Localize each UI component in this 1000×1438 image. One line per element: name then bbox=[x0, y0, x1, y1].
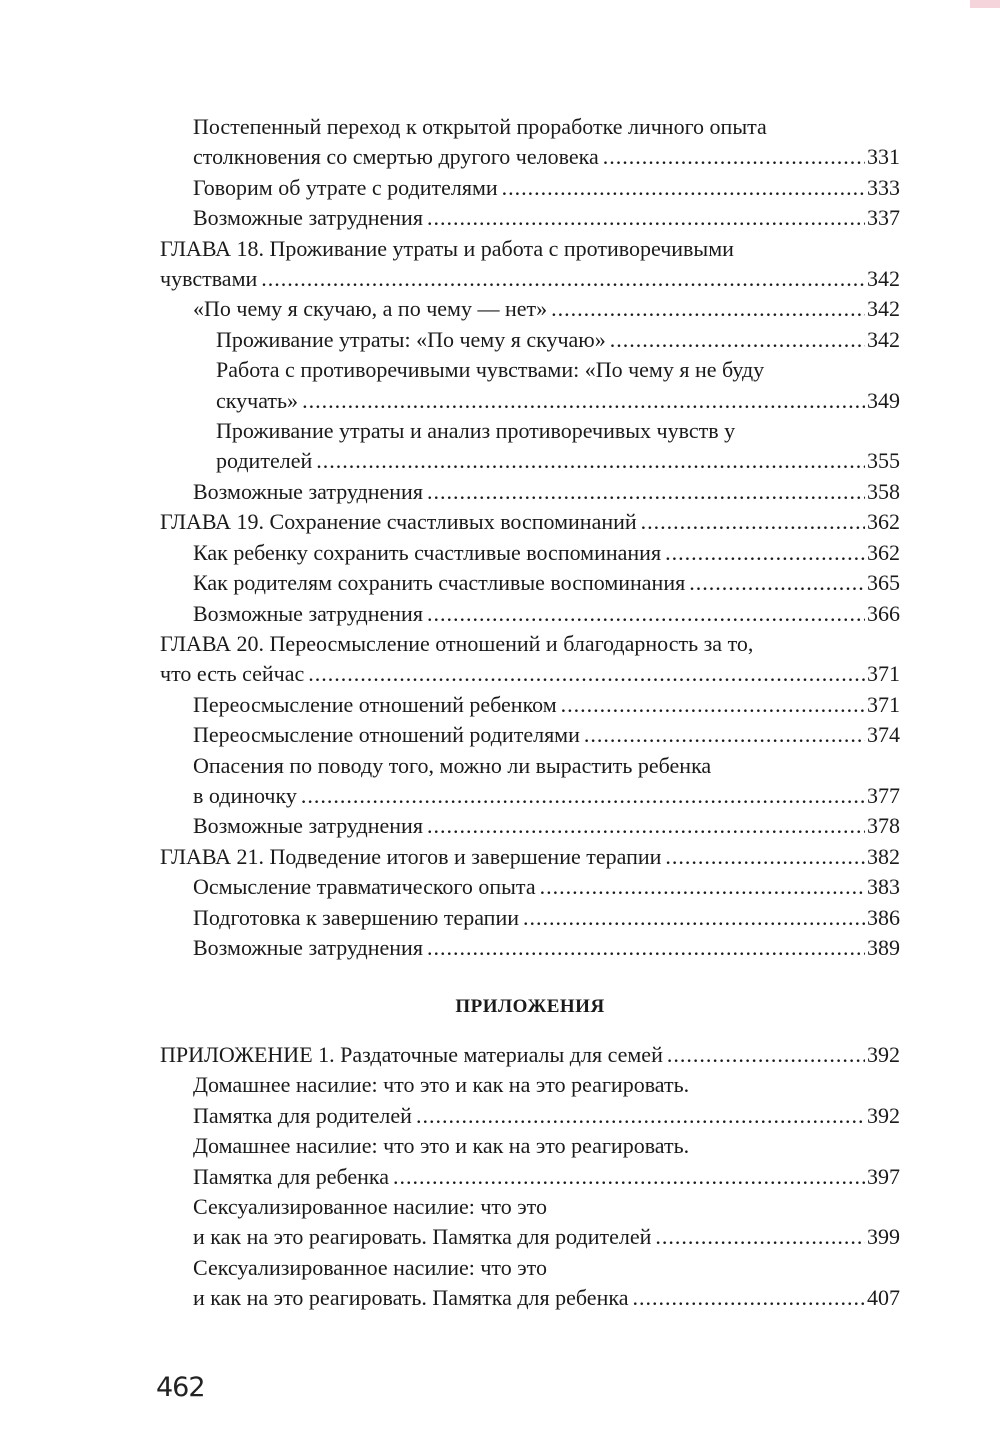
toc-entry-title-line: Проживание утраты и анализ противоречивых чувств у bbox=[216, 418, 736, 444]
toc-entry-title-line: Переосмысление отношений ребенком bbox=[193, 691, 557, 717]
toc-section-entry bbox=[160, 720, 900, 750]
toc-page-number: 392 bbox=[867, 1042, 900, 1067]
table-of-contents-appendices bbox=[160, 1040, 900, 1314]
dot-leader bbox=[416, 1101, 865, 1131]
toc-page-number: 355 bbox=[867, 448, 900, 474]
toc-entry-title-line: Как ребенку сохранить счастливые воспоминания bbox=[193, 539, 662, 565]
toc-entry-title-line: Возможные затруднения bbox=[193, 934, 423, 960]
toc-page-number: 382 bbox=[867, 843, 900, 869]
dot-leader bbox=[523, 903, 865, 933]
toc-entry-last-line bbox=[193, 477, 900, 507]
toc-entry-title-line: Сексуализированное насилие: что это bbox=[193, 1254, 548, 1280]
toc-entry-last-line bbox=[193, 933, 900, 963]
toc-page-number: 342 bbox=[867, 326, 900, 352]
toc-entry-title-line: Говорим об утрате с родителями bbox=[193, 174, 498, 200]
page-edge-mark bbox=[970, 0, 1000, 8]
toc-entry-title-line: скучать» bbox=[216, 387, 299, 413]
toc-section-entry bbox=[160, 1192, 900, 1253]
toc-section-entry bbox=[160, 538, 900, 568]
toc-section-entry bbox=[160, 1131, 900, 1192]
toc-page-number: 389 bbox=[867, 934, 900, 960]
toc-section-entry bbox=[160, 1070, 900, 1131]
toc-entry-title-line: Проживание утраты: «По чему я скучаю» bbox=[216, 326, 606, 352]
toc-entry-title-line: Памятка для ребенка bbox=[193, 1163, 390, 1189]
toc-entry-last-line bbox=[216, 446, 900, 476]
toc-section-entry bbox=[160, 112, 900, 173]
dot-leader bbox=[665, 538, 865, 568]
toc-entry-title-line: и как на это реагировать. Памятка для родителей bbox=[193, 1224, 652, 1250]
toc-entry-last-line bbox=[160, 659, 900, 689]
toc-entry-title-line: Возможные затруднения bbox=[193, 478, 423, 504]
toc-page-number: 362 bbox=[867, 539, 900, 565]
toc-entry-last-line bbox=[193, 690, 900, 720]
toc-entry-title-line: Работа с противоречивыми чувствами: «По чему я не буду bbox=[216, 357, 765, 383]
toc-page-number: 342 bbox=[867, 266, 900, 292]
dot-leader bbox=[667, 1040, 865, 1070]
toc-entry-last-line bbox=[193, 1162, 900, 1192]
toc-page-number: 399 bbox=[867, 1224, 900, 1250]
toc-section-entry bbox=[160, 568, 900, 598]
toc-chapter-entry bbox=[160, 507, 900, 537]
toc-page-number: 342 bbox=[867, 296, 900, 322]
toc-page-number: 383 bbox=[867, 874, 900, 900]
toc-entry-last-line bbox=[193, 1101, 900, 1131]
toc-entry-title-line: Как родителям сохранить счастливые воспоминания bbox=[193, 570, 686, 596]
toc-page-number: 371 bbox=[867, 661, 900, 687]
toc-entry-title-line: ПРИЛОЖЕНИЕ 1. Раздаточные материалы для семей bbox=[160, 1042, 663, 1067]
dot-leader bbox=[632, 1283, 865, 1313]
toc-section-entry bbox=[160, 1253, 900, 1314]
toc-entry-title-line: Переосмысление отношений родителями bbox=[193, 722, 580, 748]
dot-leader bbox=[603, 142, 865, 172]
toc-entry-title-line: и как на это реагировать. Памятка для ребенка bbox=[193, 1285, 629, 1311]
toc-section-entry bbox=[160, 477, 900, 507]
dot-leader bbox=[301, 781, 865, 811]
toc-entry-last-line bbox=[193, 599, 900, 629]
dot-leader bbox=[427, 811, 865, 841]
dot-leader bbox=[427, 933, 865, 963]
toc-entry-last-line bbox=[193, 203, 900, 233]
toc-page-number: 362 bbox=[867, 509, 900, 535]
toc-entry-title-line: чувствами bbox=[160, 266, 258, 292]
toc-section-entry bbox=[160, 203, 900, 233]
toc-page-number: 358 bbox=[867, 478, 900, 504]
toc-entry-title-line: ГЛАВА 18. Проживание утраты и работа с противоречивыми bbox=[160, 235, 734, 261]
toc-section-entry bbox=[160, 416, 900, 477]
toc-section-entry bbox=[160, 933, 900, 963]
toc-entry-title-line: Возможные затруднения bbox=[193, 205, 423, 231]
toc-entry-title-line: родителей bbox=[216, 448, 313, 474]
toc-page-number: 392 bbox=[867, 1102, 900, 1128]
toc-entry-title-line: ГЛАВА 19. Сохранение счастливых воспоминаний bbox=[160, 509, 637, 535]
toc-entry-title-line: Возможные затруднения bbox=[193, 813, 423, 839]
dot-leader bbox=[561, 690, 865, 720]
dot-leader bbox=[316, 446, 865, 476]
dot-leader bbox=[641, 507, 865, 537]
toc-entry-last-line bbox=[193, 1283, 900, 1313]
dot-leader bbox=[540, 872, 865, 902]
toc-page-number: 349 bbox=[867, 387, 900, 413]
toc-entry-last-line bbox=[193, 538, 900, 568]
toc-page-number: 366 bbox=[867, 600, 900, 626]
dot-leader bbox=[610, 325, 865, 355]
toc-entry-title-line: Постепенный переход к открытой проработке личного опыта bbox=[193, 114, 767, 139]
toc-entry-title-line: «По чему я скучаю, а по чему — нет» bbox=[193, 296, 548, 322]
dot-leader bbox=[655, 1222, 865, 1252]
toc-section-entry bbox=[160, 355, 900, 416]
dot-leader bbox=[502, 173, 865, 203]
toc-page-number: 331 bbox=[867, 144, 900, 170]
dot-leader bbox=[427, 477, 865, 507]
toc-entry-title-line: ГЛАВА 20. Переосмысление отношений и благодарность за то, bbox=[160, 630, 754, 656]
toc-chapter-entry bbox=[160, 842, 900, 872]
toc-page-number: 407 bbox=[867, 1285, 900, 1311]
toc-entry-title-line: в одиночку bbox=[193, 782, 297, 808]
toc-page-number: 397 bbox=[867, 1163, 900, 1189]
toc-entry-title-line: Памятка для родителей bbox=[193, 1102, 412, 1128]
toc-section-entry bbox=[160, 751, 900, 812]
toc-section-entry bbox=[160, 690, 900, 720]
toc-page-number: 386 bbox=[867, 904, 900, 930]
toc-entry-last-line bbox=[193, 811, 900, 841]
toc-entry-title-line: Опасения по поводу того, можно ли вырастить ребенка bbox=[193, 752, 712, 778]
toc-section-entry bbox=[160, 173, 900, 203]
toc-entry-last-line bbox=[160, 507, 900, 537]
toc-entry-title-line: Домашнее насилие: что это и как на это реагировать. bbox=[193, 1072, 690, 1098]
dot-leader bbox=[393, 1162, 865, 1192]
toc-page-number: 333 bbox=[867, 174, 900, 200]
toc-page-number: 337 bbox=[867, 205, 900, 231]
toc-page-number: 371 bbox=[867, 691, 900, 717]
toc-entry-title-line: Сексуализированное насилие: что это bbox=[193, 1194, 548, 1220]
dot-leader bbox=[427, 203, 865, 233]
toc-section-entry bbox=[160, 294, 900, 324]
dot-leader bbox=[689, 568, 865, 598]
toc-section-entry bbox=[160, 872, 900, 902]
toc-entry-last-line bbox=[193, 173, 900, 203]
toc-chapter-entry bbox=[160, 629, 900, 690]
toc-section-entry bbox=[160, 599, 900, 629]
toc-entry-title-line: Возможные затруднения bbox=[193, 600, 423, 626]
toc-section-entry bbox=[160, 325, 900, 355]
dot-leader bbox=[665, 842, 865, 872]
toc-entry-last-line bbox=[193, 720, 900, 750]
toc-entry-last-line bbox=[193, 781, 900, 811]
toc-entry-last-line bbox=[160, 264, 900, 294]
toc-entry-title-line: Подготовка к завершению терапии bbox=[193, 904, 519, 930]
toc-entry-last-line bbox=[160, 1040, 900, 1070]
toc-entry-last-line bbox=[216, 325, 900, 355]
toc-entry-title-line: Домашнее насилие: что это и как на это реагировать. bbox=[193, 1133, 690, 1159]
toc-entry-title-line: что есть сейчас bbox=[160, 661, 305, 687]
toc-page-number: 365 bbox=[867, 570, 900, 596]
appendices-heading: ПРИЛОЖЕНИЯ bbox=[455, 996, 605, 1017]
toc-entry-last-line bbox=[193, 903, 900, 933]
toc-chapter-entry bbox=[160, 234, 900, 295]
toc-entry-last-line bbox=[193, 294, 900, 324]
toc-chapter-entry bbox=[160, 1040, 900, 1070]
dot-leader bbox=[261, 264, 865, 294]
toc-section-entry bbox=[160, 903, 900, 933]
toc-entry-title-line: ГЛАВА 21. Подведение итогов и завершение терапии bbox=[160, 843, 662, 869]
dot-leader bbox=[427, 599, 865, 629]
toc-page-number: 377 bbox=[867, 782, 900, 808]
toc-entry-last-line bbox=[193, 568, 900, 598]
toc-section-entry bbox=[160, 811, 900, 841]
toc-entry-last-line bbox=[193, 1222, 900, 1252]
toc-entry-last-line bbox=[216, 386, 900, 416]
toc-entry-last-line bbox=[193, 142, 900, 172]
table-of-contents-continued bbox=[160, 112, 900, 963]
toc-page-number: 378 bbox=[867, 813, 900, 839]
toc-entry-last-line bbox=[160, 842, 900, 872]
dot-leader bbox=[551, 294, 865, 324]
toc-entry-title-line: Осмысление травматического опыта bbox=[193, 874, 536, 900]
toc-entry-last-line bbox=[193, 872, 900, 902]
toc-page-number: 374 bbox=[867, 722, 900, 748]
dot-leader bbox=[302, 386, 865, 416]
dot-leader bbox=[584, 720, 865, 750]
toc-entry-title-line: столкновения со смертью другого человека bbox=[193, 144, 599, 170]
page-number: 462 bbox=[156, 1372, 205, 1403]
dot-leader bbox=[308, 659, 865, 689]
